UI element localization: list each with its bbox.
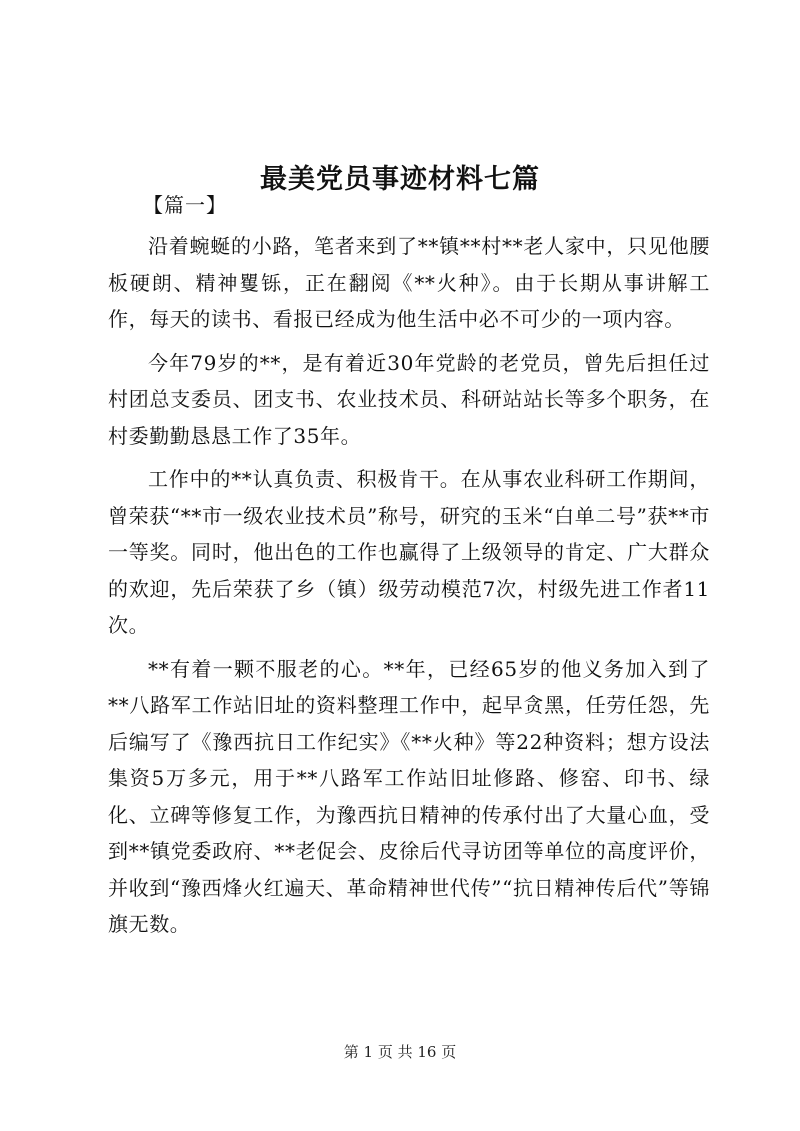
paragraph-2: 今年79岁的**，是有着近30年党龄的老党员，曾先后担任过村团总支委员、团支书、农业技术员、科研站站长等多个职务，在村委勤勤恳恳工作了35年。	[108, 350, 710, 448]
paragraph-4: **有着一颗不服老的心。**年，已经65岁的他义务加入到了**八路军工作站旧址的资料整理工作中，起早贪黑，任劳任怨，先后编写了《豫西抗日工作纪实》《**火种》等22种资料；想方设法集资5万多元，用于**八路军工作站旧址修路、修窑、印书、绿化、立碑等修复工作，为豫西抗日精神的传承付出了大量心血，受到**镇党委政府、**老促会、皮徐后代寻访团等单位的高度评价，并收到“豫西烽火红遍天、革命精神世代传”“抗日精神传后代”等锦旗无数。	[108, 656, 710, 936]
document-body	[108, 228, 710, 950]
page-footer: 第 1 页 共 16 页	[343, 1043, 457, 1061]
page-title: 最美党员事迹材料七篇	[260, 164, 540, 196]
paragraph-3: 工作中的**认真负责、积极肯干。在从事农业科研工作期间，曾荣获“**市一级农业技术员”称号，研究的玉米“白单二号”获**市一等奖。同时，他出色的工作也赢得了上级领导的肯定、广大群众的欢迎，先后荣获了乡（镇）级劳动模范7次，村级先进工作者11次。	[108, 467, 710, 637]
section-heading: 【篇一】	[143, 193, 227, 217]
paragraph-1: 沿着蜿蜒的小路，笔者来到了**镇**村**老人家中，只见他腰板硬朗、精神矍铄，正在翻阅《**火种》。由于长期从事讲解工作，每天的读书、看报已经成为他生活中必不可少的一项内容。	[108, 234, 710, 331]
